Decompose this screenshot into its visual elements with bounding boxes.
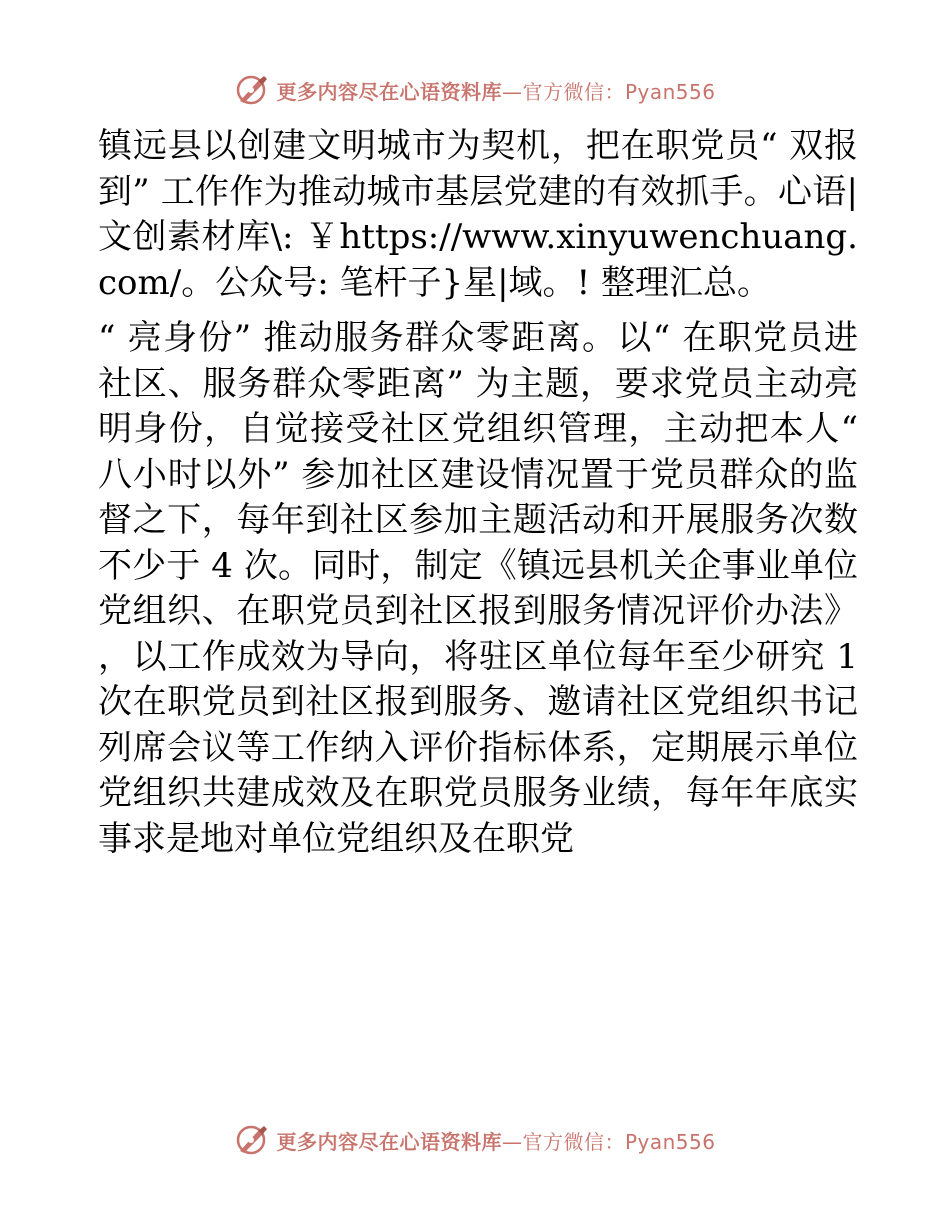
page-header-banner: [0, 70, 950, 110]
document-body: [98, 124, 858, 862]
footer-banner-wechat: —官方微信：Pyan556: [501, 1129, 716, 1154]
page-footer-banner: [0, 1120, 950, 1160]
header-banner-text: [276, 76, 715, 105]
header-banner-brand: 更多内容尽在心语资料库: [276, 79, 502, 104]
paragraph-intro: 镇远县以创建文明城市为契机，把在职党员“ 双报到” 工作作为推动城市基层党建的有效抓手。心语|文创素材库\: ￥https://www.xinyuwenchuang.com/。公众号: 笔杆子}星|域。! 整理汇总。: [98, 126, 858, 303]
pen-circle-logo-icon: [234, 1123, 268, 1157]
footer-banner-brand: 更多内容尽在心语资料库: [276, 1129, 502, 1154]
pen-circle-logo-icon: [234, 73, 268, 107]
paragraph-identity: “ 亮身份” 推动服务群众零距离。以“ 在职党员进社区、服务群众零距离” 为主题，要求党员主动亮明身份，自觉接受社区党组织管理，主动把本人“ 八小时以外” 参加社区建设情况置于党员群众的监督之下，每年到社区参加主题活动和开展服务次数不少于 4 次。同时，制定《镇远县机关企事业单位党组织、在职党员到社区报到服务情况评价办法》 ，以工作成效为导向，将驻区单位每年至少研究 1 次在职党员到社区报到服务、邀请社区党组织书记列席会议等工作纳入评价指标体系，定期展示单位党组织共建成效及在职党员服务业绩，每年年底实事求是地对单位党组织及在职党: [98, 318, 858, 859]
footer-banner-text: [276, 1126, 715, 1155]
header-banner-wechat: —官方微信：Pyan556: [501, 79, 716, 104]
